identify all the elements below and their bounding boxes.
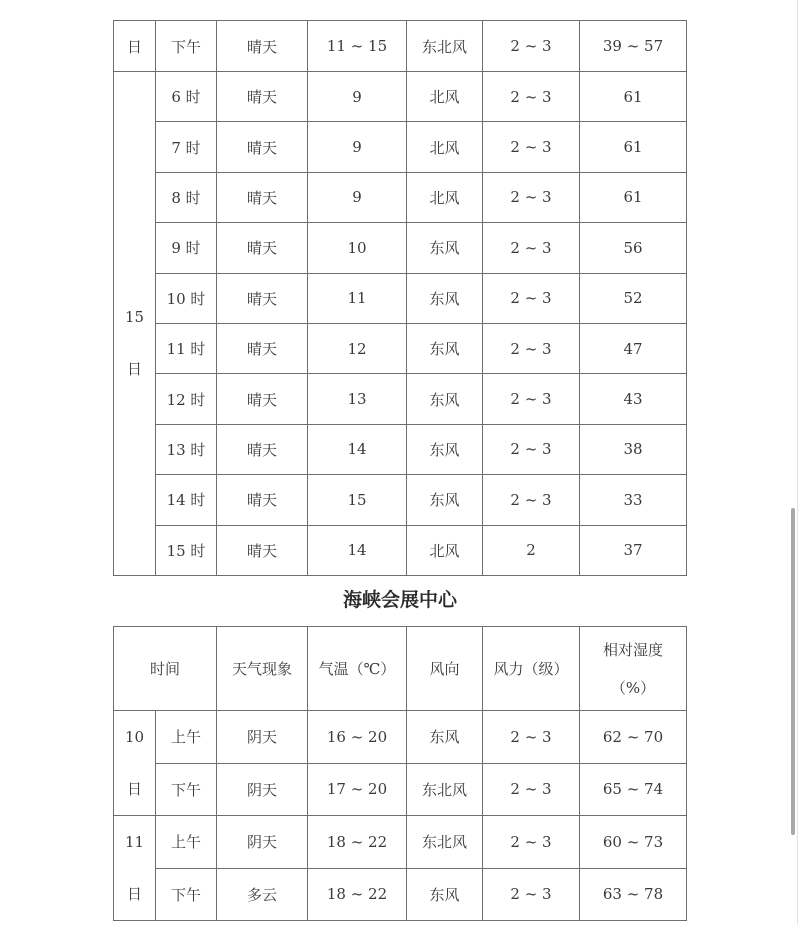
header-wind-dir: 风向 (407, 627, 483, 711)
wind-dir-cell: 东风 (407, 273, 483, 323)
vertical-scrollbar[interactable] (786, 0, 800, 925)
table-row (114, 374, 687, 424)
table-header-row (114, 627, 687, 711)
temp-cell: 18 ~ 22 (308, 816, 407, 869)
wind-force-cell: 2 ~ 3 (483, 868, 580, 921)
header-time: 时间 (114, 627, 217, 711)
weather-cell: 晴天 (217, 475, 308, 525)
scrollbar-edge (797, 0, 798, 925)
header-temp: 气温（℃） (308, 627, 407, 711)
temp-cell: 10 (308, 223, 407, 273)
weather-cell: 晴天 (217, 374, 308, 424)
wind-force-cell: 2 ~ 3 (483, 816, 580, 869)
time-cell: 下午 (156, 763, 217, 816)
table-row (114, 424, 687, 474)
wind-force-cell: 2 ~ 3 (483, 21, 580, 72)
humidity-cell: 43 (580, 374, 687, 424)
weather-table-hourly (113, 20, 687, 576)
wind-dir-cell: 东风 (407, 424, 483, 474)
weather-cell: 晴天 (217, 223, 308, 273)
weather-cell: 阴天 (217, 763, 308, 816)
temp-cell: 18 ~ 22 (308, 868, 407, 921)
table-row (114, 223, 687, 273)
day-number: 15 (124, 308, 145, 327)
wind-force-cell: 2 ~ 3 (483, 323, 580, 373)
header-humidity-line2: （%） (610, 678, 656, 697)
time-cell: 11 时 (156, 323, 217, 373)
wind-dir-cell: 东北风 (407, 816, 483, 869)
wind-dir-cell: 东风 (407, 374, 483, 424)
scrollbar-thumb[interactable] (791, 508, 795, 835)
humidity-cell: 61 (580, 172, 687, 222)
time-cell: 7 时 (156, 122, 217, 172)
humidity-cell: 39 ~ 57 (580, 21, 687, 72)
temp-cell: 17 ~ 20 (308, 763, 407, 816)
header-weather: 天气现象 (217, 627, 308, 711)
weather-cell: 晴天 (217, 72, 308, 122)
temp-cell: 9 (308, 172, 407, 222)
day-suffix: 日 (126, 360, 142, 379)
table-row (114, 816, 687, 869)
day-suffix: 日 (126, 780, 142, 798)
humidity-cell: 38 (580, 424, 687, 474)
day-cell: 日 (114, 21, 156, 72)
weather-cell: 阴天 (217, 816, 308, 869)
temp-cell: 14 (308, 525, 407, 575)
time-cell: 上午 (156, 816, 217, 869)
time-cell: 14 时 (156, 475, 217, 525)
header-humidity-line1: 相对湿度 (602, 640, 663, 659)
time-cell: 8 时 (156, 172, 217, 222)
day-number: 11 (124, 833, 145, 851)
table-row (114, 21, 687, 72)
temp-cell: 9 (308, 72, 407, 122)
table-row (114, 122, 687, 172)
wind-dir-cell: 北风 (407, 172, 483, 222)
wind-force-cell: 2 ~ 3 (483, 122, 580, 172)
weather-cell: 晴天 (217, 21, 308, 72)
time-cell: 12 时 (156, 374, 217, 424)
wind-force-cell: 2 ~ 3 (483, 223, 580, 273)
day-cell (114, 72, 156, 576)
wind-dir-cell: 北风 (407, 122, 483, 172)
humidity-cell: 61 (580, 72, 687, 122)
wind-dir-cell: 东风 (407, 711, 483, 764)
weather-cell: 晴天 (217, 323, 308, 373)
table-row (114, 525, 687, 575)
wind-dir-cell: 东北风 (407, 763, 483, 816)
weather-cell: 晴天 (217, 424, 308, 474)
weather-cell: 阴天 (217, 711, 308, 764)
weather-cell: 晴天 (217, 122, 308, 172)
humidity-cell: 65 ~ 74 (580, 763, 687, 816)
weather-cell: 晴天 (217, 273, 308, 323)
wind-dir-cell: 北风 (407, 525, 483, 575)
table-row (114, 711, 687, 764)
time-cell: 9 时 (156, 223, 217, 273)
humidity-cell: 47 (580, 323, 687, 373)
day-cell (114, 711, 156, 816)
time-cell: 15 时 (156, 525, 217, 575)
humidity-cell: 33 (580, 475, 687, 525)
wind-force-cell: 2 ~ 3 (483, 72, 580, 122)
table-row (114, 763, 687, 816)
weather-cell: 晴天 (217, 172, 308, 222)
wind-force-cell: 2 ~ 3 (483, 475, 580, 525)
humidity-cell: 61 (580, 122, 687, 172)
temp-cell: 15 (308, 475, 407, 525)
time-cell: 下午 (156, 21, 217, 72)
section-title: 海峡会展中心 (342, 589, 457, 611)
wind-force-cell: 2 ~ 3 (483, 424, 580, 474)
wind-dir-cell: 东风 (407, 868, 483, 921)
wind-force-cell: 2 ~ 3 (483, 172, 580, 222)
time-cell: 10 时 (156, 273, 217, 323)
wind-dir-cell: 东风 (407, 475, 483, 525)
header-wind-force: 风力（级） (483, 627, 580, 711)
time-cell: 上午 (156, 711, 217, 764)
wind-force-cell: 2 ~ 3 (483, 711, 580, 764)
weather-cell: 多云 (217, 868, 308, 921)
humidity-cell: 62 ~ 70 (580, 711, 687, 764)
table-row (114, 72, 687, 122)
temp-cell: 16 ~ 20 (308, 711, 407, 764)
temp-cell: 13 (308, 374, 407, 424)
wind-force-cell: 2 (483, 525, 580, 575)
weather-cell: 晴天 (217, 525, 308, 575)
day-cell (114, 816, 156, 921)
wind-force-cell: 2 ~ 3 (483, 374, 580, 424)
day-suffix: 日 (126, 885, 142, 903)
wind-dir-cell: 东北风 (407, 21, 483, 72)
header-humidity (580, 627, 687, 711)
wind-force-cell: 2 ~ 3 (483, 763, 580, 816)
wind-dir-cell: 东风 (407, 323, 483, 373)
table-row (114, 172, 687, 222)
table-row (114, 868, 687, 921)
wind-dir-cell: 东风 (407, 223, 483, 273)
wind-force-cell: 2 ~ 3 (483, 273, 580, 323)
temp-cell: 11 ~ 15 (308, 21, 407, 72)
time-cell: 下午 (156, 868, 217, 921)
time-cell: 6 时 (156, 72, 217, 122)
temp-cell: 14 (308, 424, 407, 474)
wind-dir-cell: 北风 (407, 72, 483, 122)
humidity-cell: 63 ~ 78 (580, 868, 687, 921)
humidity-cell: 37 (580, 525, 687, 575)
temp-cell: 11 (308, 273, 407, 323)
time-cell: 13 时 (156, 424, 217, 474)
temp-cell: 12 (308, 323, 407, 373)
table-row (114, 475, 687, 525)
humidity-cell: 56 (580, 223, 687, 273)
weather-table-venue (113, 626, 687, 921)
table-row (114, 273, 687, 323)
table-row (114, 323, 687, 373)
humidity-cell: 60 ~ 73 (580, 816, 687, 869)
day-number: 10 (124, 728, 145, 746)
temp-cell: 9 (308, 122, 407, 172)
humidity-cell: 52 (580, 273, 687, 323)
